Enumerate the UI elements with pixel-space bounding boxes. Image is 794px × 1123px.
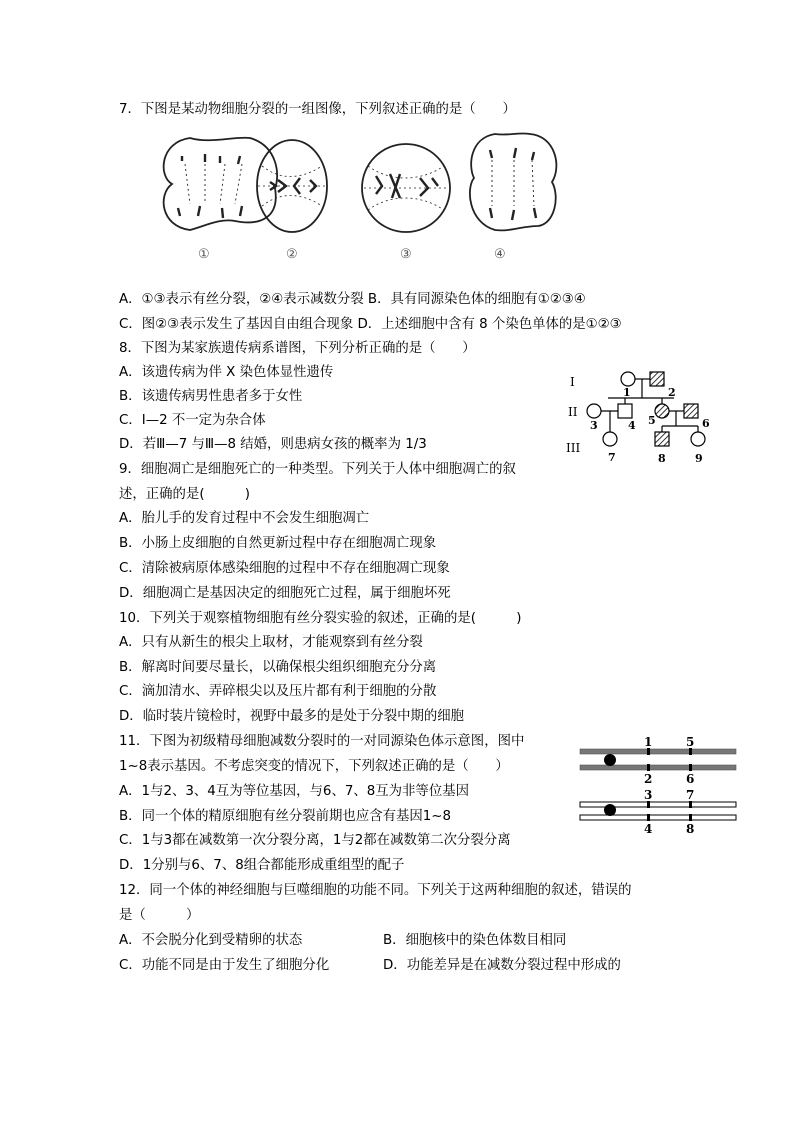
q8-option-c: C．Ⅰ—2 不一定为杂合体 (119, 413, 266, 428)
q7-option-ab: A．①③表示有丝分裂，②④表示减数分裂 B．具有同源染色体的细胞有①②③④ (119, 292, 586, 307)
q8-option-d: D．若Ⅲ—7 与Ⅲ—8 结婚，则患病女孩的概率为 1/3 (119, 437, 427, 452)
gene-label-8: 8 (686, 822, 695, 836)
q10-option-d: D．临时装片镜检时，视野中最多的是处于分裂中期的细胞 (119, 709, 465, 724)
cell-label-2: ② (286, 247, 298, 262)
q10-option-c: C．滴加清水、弄碎根尖以及压片都有利于细胞的分散 (119, 684, 437, 699)
gene-label-7: 7 (686, 788, 695, 802)
cell-label-1: ① (198, 247, 210, 262)
q9-stem-line2: 述，正确的是( ) (119, 487, 250, 502)
q10-option-a: A．只有从新生的根尖上取材，才能观察到有丝分裂 (119, 635, 423, 650)
pedigree-number-5: 5 (648, 414, 656, 427)
pedigree-number-4: 4 (628, 419, 636, 432)
q12-option-b: B．细胞核中的染色体数目相同 (383, 933, 567, 948)
pedigree-number-1: 1 (623, 386, 631, 399)
cell-2-figure (257, 140, 327, 232)
q11-stem-line1: 11．下图为初级精母细胞减数分裂时的一对同源染色体示意图，图中 (119, 734, 525, 749)
q12-option-c: C．功能不同是由于发生了细胞分化 (119, 958, 330, 973)
q8-pedigree-chart (562, 366, 722, 466)
q12-option-a: A．不会脱分化到受精卵的状态 (119, 933, 303, 948)
pedigree-number-7: 7 (608, 451, 616, 464)
q11-option-c: C．1与3都在减数第一次分裂分离，1与2都在减数第二次分裂分离 (119, 833, 511, 848)
q9-option-c: C．清除被病原体感染细胞的过程中不存在细胞凋亡现象 (119, 561, 450, 576)
q11-homologous-chromosomes-figure (578, 734, 740, 836)
q11-stem-line2: 1~8表示基因。不考虑突变的情况下，下列叙述正确的是（ ） (119, 759, 509, 774)
gene-label-4: 4 (644, 822, 653, 836)
generation-label-1: I (570, 375, 575, 389)
pedigree-number-6: 6 (702, 417, 710, 430)
q11-option-b: B．同一个体的精原细胞有丝分裂前期也应含有基因1~8 (119, 809, 452, 824)
q9-stem-line1: 9．细胞凋亡是细胞死亡的一种类型。下列关于人体中细胞凋亡的叙 (119, 462, 516, 477)
q9-option-d: D．细胞凋亡是基因决定的细胞死亡过程，属于细胞坏死 (119, 586, 451, 601)
pedigree-number-2: 2 (668, 386, 676, 399)
generation-label-3: III (566, 441, 581, 455)
q10-stem: 10．下列关于观察植物细胞有丝分裂实验的叙述，正确的是( ) (119, 611, 522, 626)
q7-stem: 7．下图是某动物细胞分裂的一组图像，下列叙述正确的是（ ） (119, 102, 516, 117)
q7-option-cd: C．图②③表示发生了基因自由组合现象 D．上述细胞中含有 8 个染色单体的是①②③ (119, 317, 622, 332)
gene-label-3: 3 (644, 788, 653, 802)
gene-label-6: 6 (686, 772, 695, 786)
pedigree-number-3: 3 (590, 419, 598, 432)
gene-label-5: 5 (686, 735, 695, 749)
q8-option-b: B．该遗传病男性患者多于女性 (119, 389, 303, 404)
q9-option-a: A．胎儿手的发育过程中不会发生细胞凋亡 (119, 511, 370, 526)
q12-stem-line2: 是（ ） (119, 908, 200, 923)
q8-stem: 8．下图为某家族遗传病系谱图，下列分析正确的是（ ） (119, 341, 476, 356)
cell-4-figure (470, 133, 557, 230)
q12-option-d: D．功能差异是在减数分裂过程中形成的 (383, 958, 621, 973)
cell-3-figure (362, 144, 450, 232)
q12-stem-line1: 12．同一个体的神经细胞与巨噬细胞的功能不同。下列关于这两种细胞的叙述，错误的 (119, 883, 632, 898)
q11-option-a: A．1与2、3、4互为等位基因，与6、7、8互为非等位基因 (119, 784, 469, 799)
generation-label-2: II (568, 405, 578, 419)
gene-label-2: 2 (644, 772, 653, 786)
q11-option-d: D．1分别与6、7、8组合都能形成重组型的配子 (119, 858, 405, 873)
cell-label-4: ④ (494, 247, 506, 262)
q7-cell-division-figure (150, 126, 570, 266)
q8-option-a: A．该遗传病为伴 X 染色体显性遗传 (119, 365, 334, 380)
q9-option-b: B．小肠上皮细胞的自然更新过程中存在细胞凋亡现象 (119, 536, 437, 551)
gene-label-1: 1 (644, 735, 653, 749)
pedigree-number-9: 9 (695, 452, 703, 465)
cell-label-3: ③ (400, 247, 412, 262)
q10-option-b: B．解离时间要尽量长，以确保根尖组织细胞充分分离 (119, 660, 437, 675)
cell-1-figure (164, 138, 278, 230)
pedigree-number-8: 8 (658, 452, 666, 465)
